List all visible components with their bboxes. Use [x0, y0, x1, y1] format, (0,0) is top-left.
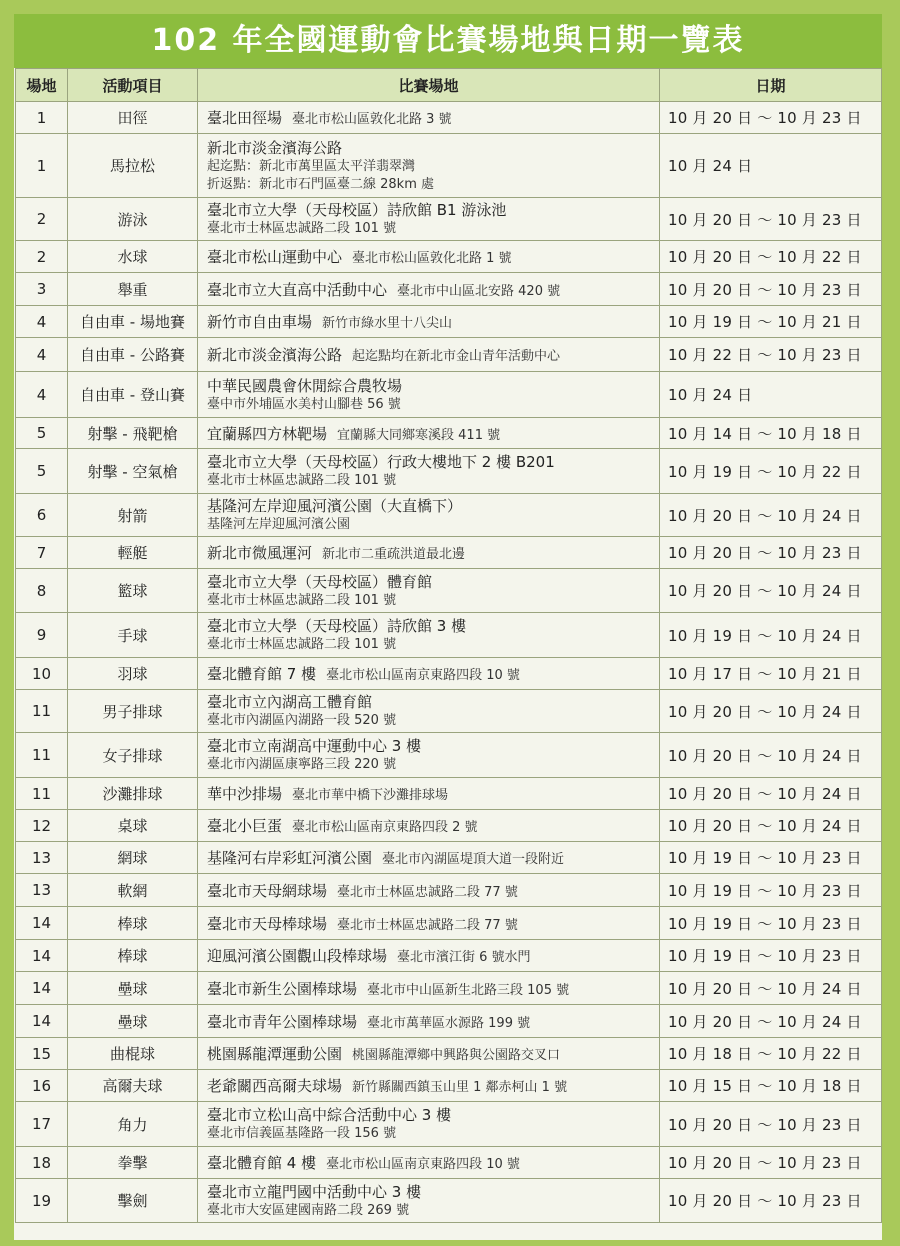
venue-address: 臺北市華中橋下沙灘排球場: [292, 788, 449, 803]
venue-cell: [198, 494, 660, 537]
venue-cell: [198, 613, 660, 658]
header-no: 場地: [16, 69, 68, 102]
venue-cell: [198, 658, 660, 690]
venue-cell: [198, 1070, 660, 1102]
venue-address: 臺北市濱江街 6 號水門: [397, 950, 531, 965]
table-row: [16, 306, 882, 338]
venue-name: 迎風河濱公園觀山段棒球場: [207, 947, 388, 965]
venue-number: 3: [16, 273, 68, 306]
venue-cell: [198, 102, 660, 134]
table-row: [16, 102, 882, 134]
venue-number: 2: [16, 241, 68, 273]
date-range: 10 月 19 日 ～ 10 月 23 日: [660, 907, 882, 940]
table-row: [16, 1070, 882, 1102]
date-range: 10 月 20 日 ～ 10 月 23 日: [660, 1179, 882, 1223]
sport-name: 曲棍球: [68, 1038, 198, 1070]
venue-cell: [198, 537, 660, 569]
venue-name: 臺北市立大學（天母校區）詩欣館 B1 游泳池: [207, 201, 507, 219]
venue-address: 臺北市中山區新生北路三段 105 號: [367, 982, 570, 998]
venue-cell: [198, 338, 660, 372]
schedule-sheet: [14, 14, 882, 1240]
venue-address: 臺北市士林區忠誠路二段 77 號: [337, 917, 518, 933]
sport-name: 擊劍: [68, 1179, 198, 1223]
sport-name: 自由車 - 登山賽: [68, 372, 198, 418]
venue-cell: [198, 972, 660, 1005]
venue-cell: [198, 569, 660, 613]
venue-name: 臺北市新生公園棒球場: [207, 979, 358, 998]
date-range: 10 月 20 日 ～ 10 月 23 日: [660, 1102, 882, 1147]
venue-name: 臺北體育館 4 樓: [207, 1154, 317, 1172]
sport-name: 網球: [68, 842, 198, 874]
venue-address: 新竹市綠水里十八尖山: [322, 316, 453, 331]
table-row: [16, 907, 882, 940]
venue-cell: [198, 690, 660, 733]
date-range: 10 月 20 日 ～ 10 月 23 日: [660, 198, 882, 241]
venue-cell: [198, 778, 660, 810]
venue-name: 老爺關西高爾夫球場: [207, 1077, 343, 1095]
table-row: [16, 273, 882, 306]
venue-address: 臺北市松山區敦化北路 1 號: [352, 251, 512, 266]
venue-cell: [198, 134, 660, 198]
sport-name: 棒球: [68, 940, 198, 972]
venue-address: 桃園縣龍潭鄉中興路與公園路交叉口: [352, 1048, 561, 1063]
table-row: [16, 338, 882, 372]
venue-cell: [198, 874, 660, 907]
date-range: 10 月 20 日 ～ 10 月 23 日: [660, 537, 882, 569]
sport-name: 自由車 - 公路賽: [68, 338, 198, 372]
table-row: [16, 537, 882, 569]
sport-name: 手球: [68, 613, 198, 658]
sport-name: 自由車 - 場地賽: [68, 306, 198, 338]
date-range: 10 月 20 日 ～ 10 月 24 日: [660, 1005, 882, 1038]
venue-address: 臺北市松山區敦化北路 3 號: [292, 112, 452, 127]
venue-cell: [198, 1038, 660, 1070]
date-range: 10 月 18 日 ～ 10 月 22 日: [660, 1038, 882, 1070]
table-row: [16, 810, 882, 842]
venue-address-2: 折返點：新北市石門區臺二線 28km 處: [207, 176, 434, 192]
sport-name: 高爾夫球: [68, 1070, 198, 1102]
venue-number: 7: [16, 537, 68, 569]
date-range: 10 月 20 日 ～ 10 月 24 日: [660, 778, 882, 810]
venue-number: 19: [16, 1179, 68, 1223]
venue-number: 4: [16, 372, 68, 418]
venue-number: 16: [16, 1070, 68, 1102]
venue-address: 臺北市內湖區康寧路三段 220 號: [207, 757, 397, 772]
venue-name: 新北市淡金濱海公路: [207, 346, 343, 364]
venue-address: 臺北市士林區忠誠路二段 101 號: [207, 637, 397, 652]
date-range: 10 月 20 日 ～ 10 月 24 日: [660, 690, 882, 733]
venue-address: 新竹縣關西鎮玉山里 1 鄰赤柯山 1 號: [352, 1080, 568, 1095]
date-range: 10 月 20 日 ～ 10 月 23 日: [660, 273, 882, 306]
header-venue: 比賽場地: [198, 69, 660, 102]
venue-cell: [198, 1005, 660, 1038]
table-row: [16, 1038, 882, 1070]
venue-number: 5: [16, 449, 68, 494]
venue-name: 臺北市立大學（天母校區）體育館: [207, 572, 433, 591]
venue-cell: [198, 810, 660, 842]
venue-cell: [198, 241, 660, 273]
table-row: [16, 613, 882, 658]
venue-number: 18: [16, 1147, 68, 1179]
sport-name: 角力: [68, 1102, 198, 1147]
venue-address: 臺北市內湖區堤頂大道一段附近: [382, 852, 565, 867]
sport-name: 馬拉松: [68, 134, 198, 198]
table-row: [16, 1102, 882, 1147]
venue-number: 14: [16, 972, 68, 1005]
date-range: 10 月 19 日 ～ 10 月 21 日: [660, 306, 882, 338]
table-row: [16, 842, 882, 874]
venue-name: 中華民國農會休閒綜合農牧場: [207, 376, 403, 395]
venue-address: 臺北市信義區基隆路一段 156 號: [207, 1126, 397, 1141]
venue-name: 新竹市自由車場: [207, 313, 313, 331]
venue-number: 13: [16, 874, 68, 907]
sport-name: 舉重: [68, 273, 198, 306]
venue-name: 臺北體育館 7 樓: [207, 665, 317, 683]
table-row: [16, 418, 882, 449]
venue-address: 起迄點：新北市萬里區太平洋翡翠灣: [207, 158, 416, 174]
table-row: [16, 198, 882, 241]
venue-name: 臺北市立南湖高中運動中心 3 樓: [207, 737, 422, 755]
sport-name: 水球: [68, 241, 198, 273]
sport-name: 射箭: [68, 494, 198, 537]
date-range: 10 月 20 日 ～ 10 月 23 日: [660, 102, 882, 134]
venue-number: 2: [16, 198, 68, 241]
venue-name: 臺北市天母棒球場: [207, 914, 328, 933]
venue-cell: [198, 372, 660, 418]
sport-name: 籃球: [68, 569, 198, 613]
venue-address: 臺北市士林區忠誠路二段 101 號: [207, 592, 397, 608]
venue-number: 11: [16, 690, 68, 733]
venue-number: 4: [16, 306, 68, 338]
date-range: 10 月 20 日 ～ 10 月 22 日: [660, 241, 882, 273]
date-range: 10 月 17 日 ～ 10 月 21 日: [660, 658, 882, 690]
date-range: 10 月 22 日 ～ 10 月 23 日: [660, 338, 882, 372]
venue-name: 臺北市松山運動中心: [207, 248, 343, 266]
venue-address: 臺北市士林區忠誠路二段 101 號: [207, 473, 397, 488]
venue-number: 4: [16, 338, 68, 372]
table-row: [16, 1005, 882, 1038]
venue-number: 1: [16, 134, 68, 198]
sport-name: 射擊 - 飛靶槍: [68, 418, 198, 449]
venue-name: 宜蘭縣四方林靶場: [207, 424, 328, 443]
sport-name: 壘球: [68, 1005, 198, 1038]
venue-cell: [198, 1102, 660, 1147]
venue-cell: [198, 733, 660, 778]
table-row: [16, 372, 882, 418]
table-row: [16, 733, 882, 778]
table-row: [16, 940, 882, 972]
venue-address: 臺北市內湖區內湖路一段 520 號: [207, 713, 397, 728]
date-range: 10 月 24 日: [660, 372, 882, 418]
table-body: [16, 102, 882, 1223]
date-range: 10 月 20 日 ～ 10 月 24 日: [660, 569, 882, 613]
table-row: [16, 494, 882, 537]
table-row: [16, 690, 882, 733]
venue-name: 臺北市立大學（天母校區）行政大樓地下 2 樓 B201: [207, 453, 555, 471]
venue-cell: [198, 306, 660, 338]
date-range: 10 月 15 日 ～ 10 月 18 日: [660, 1070, 882, 1102]
venue-name: 臺北市青年公園棒球場: [207, 1012, 358, 1031]
table-row: [16, 241, 882, 273]
table-row: [16, 874, 882, 907]
header-sport: 活動項目: [68, 69, 198, 102]
venue-name: 臺北田徑場: [207, 109, 283, 127]
venue-name: 臺北市立龍門國中活動中心 3 樓: [207, 1182, 422, 1201]
venue-address: 臺北市中山區北安路 420 號: [397, 283, 561, 299]
venue-address: 臺北市士林區忠誠路二段 77 號: [337, 884, 518, 900]
date-range: 10 月 19 日 ～ 10 月 23 日: [660, 874, 882, 907]
sport-name: 沙灘排球: [68, 778, 198, 810]
venue-cell: [198, 940, 660, 972]
venue-number: 11: [16, 733, 68, 778]
date-range: 10 月 20 日 ～ 10 月 24 日: [660, 810, 882, 842]
sport-name: 田徑: [68, 102, 198, 134]
venue-address: 新北市二重疏洪道最北邊: [322, 547, 466, 562]
venue-name: 臺北市立內湖高工體育館: [207, 693, 373, 711]
sport-name: 女子排球: [68, 733, 198, 778]
venue-cell: [198, 1179, 660, 1223]
venue-number: 15: [16, 1038, 68, 1070]
sport-name: 壘球: [68, 972, 198, 1005]
schedule-table: [15, 68, 882, 1223]
venue-number: 5: [16, 418, 68, 449]
venue-name: 臺北市天母網球場: [207, 881, 328, 900]
venue-number: 9: [16, 613, 68, 658]
date-range: 10 月 19 日 ～ 10 月 23 日: [660, 940, 882, 972]
date-range: 10 月 14 日 ～ 10 月 18 日: [660, 418, 882, 449]
venue-name: 臺北市立松山高中綜合活動中心 3 樓: [207, 1106, 452, 1124]
table-row: [16, 1147, 882, 1179]
venue-number: 1: [16, 102, 68, 134]
date-range: 10 月 19 日 ～ 10 月 22 日: [660, 449, 882, 494]
venue-number: 11: [16, 778, 68, 810]
venue-name: 臺北小巨蛋: [207, 817, 283, 835]
date-range: 10 月 20 日 ～ 10 月 24 日: [660, 972, 882, 1005]
header-row: [16, 69, 882, 102]
venue-number: 10: [16, 658, 68, 690]
table-row: [16, 134, 882, 198]
venue-cell: [198, 418, 660, 449]
venue-number: 14: [16, 1005, 68, 1038]
venue-cell: [198, 842, 660, 874]
venue-name: 臺北市立大直高中活動中心: [207, 280, 388, 299]
date-range: 10 月 24 日: [660, 134, 882, 198]
venue-number: 14: [16, 940, 68, 972]
venue-address: 宜蘭縣大同鄉寒溪段 411 號: [337, 427, 501, 443]
date-range: 10 月 19 日 ～ 10 月 24 日: [660, 613, 882, 658]
venue-address: 起迄點均在新北市金山青年活動中心: [352, 349, 561, 364]
venue-number: 17: [16, 1102, 68, 1147]
sport-name: 羽球: [68, 658, 198, 690]
page-title: 102 年全國運動會比賽場地與日期一覽表: [14, 14, 882, 68]
table-row: [16, 1179, 882, 1223]
venue-name: 基隆河右岸彩虹河濱公園: [207, 849, 373, 867]
venue-name: 臺北市立大學（天母校區）詩欣館 3 樓: [207, 617, 467, 635]
venue-address: 臺北市大安區建國南路二段 269 號: [207, 1202, 410, 1218]
venue-name: 新北市淡金濱海公路: [207, 138, 343, 157]
sport-name: 輕艇: [68, 537, 198, 569]
venue-address: 基隆河左岸迎風河濱公園: [207, 517, 351, 532]
venue-address: 臺北市松山區南京東路四段 10 號: [326, 1157, 520, 1172]
venue-name: 華中沙排場: [207, 785, 283, 803]
date-range: 10 月 20 日 ～ 10 月 24 日: [660, 733, 882, 778]
date-range: 10 月 19 日 ～ 10 月 23 日: [660, 842, 882, 874]
sport-name: 棒球: [68, 907, 198, 940]
venue-cell: [198, 198, 660, 241]
venue-number: 8: [16, 569, 68, 613]
venue-address: 臺北市士林區忠誠路二段 101 號: [207, 221, 397, 236]
venue-cell: [198, 1147, 660, 1179]
sport-name: 軟網: [68, 874, 198, 907]
sport-name: 游泳: [68, 198, 198, 241]
venue-name: 新北市微風運河: [207, 544, 313, 562]
venue-cell: [198, 907, 660, 940]
venue-number: 13: [16, 842, 68, 874]
venue-name: 基隆河左岸迎風河濱公園（大直橋下）: [207, 497, 463, 515]
sport-name: 桌球: [68, 810, 198, 842]
date-range: 10 月 20 日 ～ 10 月 24 日: [660, 494, 882, 537]
date-range: 10 月 20 日 ～ 10 月 23 日: [660, 1147, 882, 1179]
venue-address: 臺北市萬華區水源路 199 號: [367, 1015, 531, 1031]
header-date: 日期: [660, 69, 882, 102]
sport-name: 男子排球: [68, 690, 198, 733]
sport-name: 拳擊: [68, 1147, 198, 1179]
venue-address: 臺北市松山區南京東路四段 2 號: [292, 820, 478, 835]
venue-address: 臺北市松山區南京東路四段 10 號: [326, 668, 520, 683]
table-row: [16, 569, 882, 613]
table-row: [16, 449, 882, 494]
venue-number: 14: [16, 907, 68, 940]
table-row: [16, 778, 882, 810]
venue-cell: [198, 273, 660, 306]
venue-cell: [198, 449, 660, 494]
table-row: [16, 658, 882, 690]
venue-name: 桃園縣龍潭運動公園: [207, 1045, 343, 1063]
venue-number: 6: [16, 494, 68, 537]
sport-name: 射擊 - 空氣槍: [68, 449, 198, 494]
venue-number: 12: [16, 810, 68, 842]
table-row: [16, 972, 882, 1005]
venue-address: 臺中市外埔區水美村山腳巷 56 號: [207, 396, 401, 412]
